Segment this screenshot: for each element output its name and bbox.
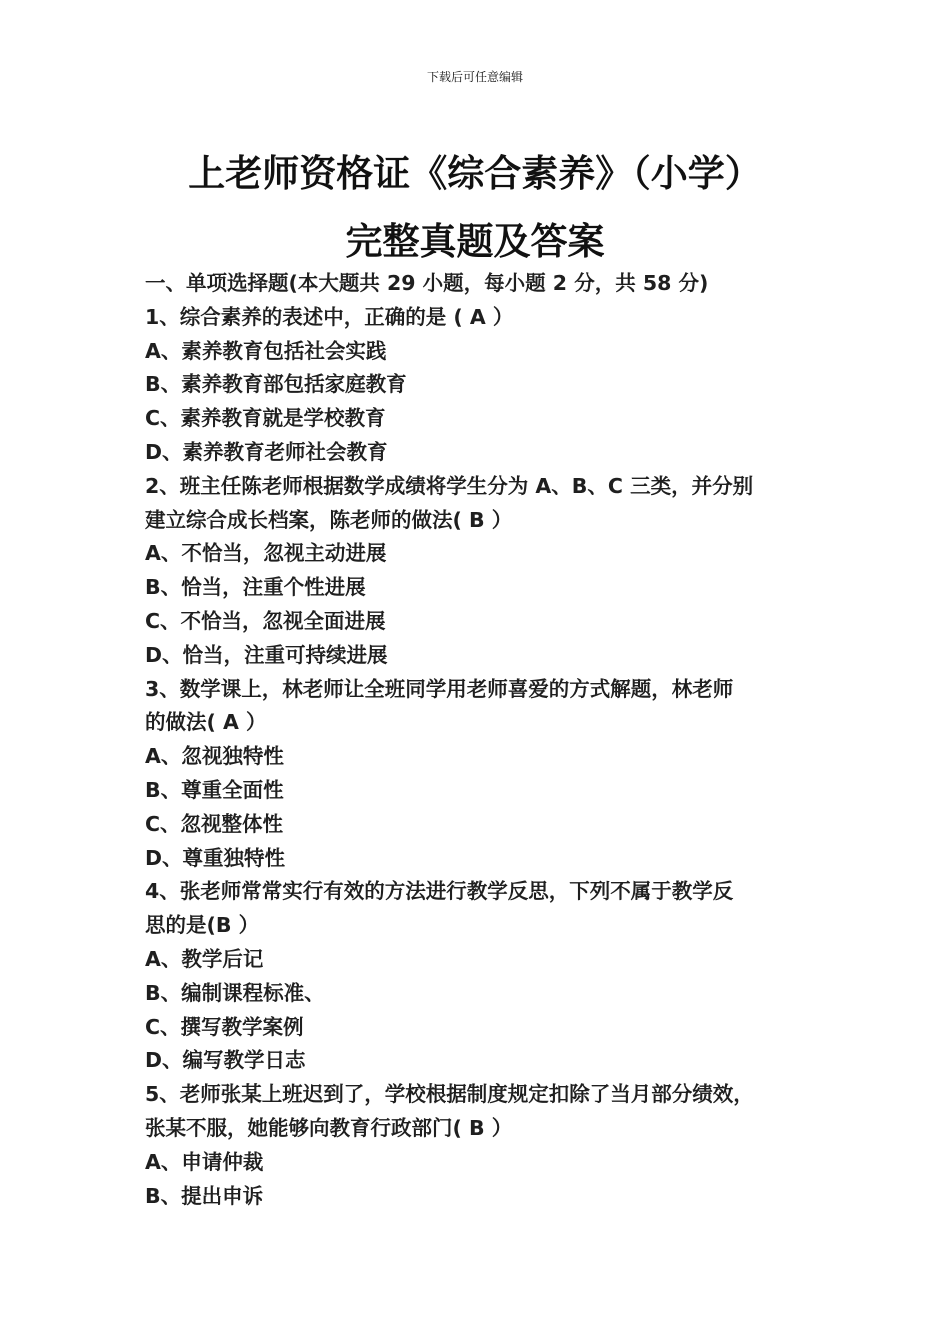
answer-option-a: A、素养教育包括社会实践 [145,338,387,363]
question-stem-line: 4、张老师常常实行有效的方法进行教学反思，下列不属于教学反 [145,879,734,904]
question-stem-line: 5、老师张某上班迟到了，学校根据制度规定扣除了当月部分绩效， [145,1082,754,1107]
answer-option-d: D、恰当，注重可持续进展 [145,642,388,667]
page-header: 下载后可任意编辑 [426,70,523,84]
answer-option-d: D、素养教育老师社会教育 [145,439,388,464]
question-4 [145,875,807,1078]
answer-option-c: C、不恰当，忽视全面进展 [145,608,386,633]
question-2 [145,470,807,673]
document-body [145,267,807,1213]
document-title-line-1: 上老师资格证《综合素养》（小学） [188,152,762,195]
answer-option-b: B、提出申诉 [145,1183,264,1208]
answer-option-a: A、忽视独特性 [145,744,284,769]
question-stem-line: 建立综合成长档案，陈老师的做法( B ） [145,507,513,532]
answer-option-b: B、编制课程标准、 [145,980,325,1005]
question-stem-line: 思的是(B ） [145,913,260,938]
answer-option-c: C、素养教育就是学校教育 [145,406,386,431]
answer-option-c: C、撰写教学案例 [145,1014,304,1039]
section-heading: 一、单项选择题(本大题共 29 小题，每小题 2 分，共 58 分) [145,271,709,295]
answer-option-b: B、恰当，注重个性进展 [145,575,366,600]
question-stem-line: 的做法( A ） [145,710,267,735]
document-title-line-2: 完整真题及答案 [345,220,605,263]
answer-option-c: C、忽视整体性 [145,811,284,836]
question-1 [145,301,807,470]
answer-option-a: A、教学后记 [145,946,264,971]
answer-option-a: A、不恰当，忽视主动进展 [145,541,387,566]
answer-option-d: D、尊重独特性 [145,845,286,870]
answer-option-d: D、编写教学日志 [145,1048,306,1073]
question-stem-line: 2、班主任陈老师根据数学成绩将学生分为 A、B、C 三类，并分别 [145,473,754,498]
answer-option-b: B、尊重全面性 [145,777,284,802]
question-3 [145,673,807,876]
question-stem-line: 1、综合素养的表述中，正确的是 ( A ） [145,304,514,329]
question-stem-line: 张某不服，她能够向教育行政部门( B ） [145,1115,513,1140]
answer-option-a: A、申请仲裁 [145,1149,264,1174]
answer-option-b: B、素养教育部包括家庭教育 [145,372,407,397]
question-5 [145,1078,807,1213]
question-stem-line: 3、数学课上，林老师让全班同学用老师喜爱的方式解题，林老师 [145,676,734,701]
